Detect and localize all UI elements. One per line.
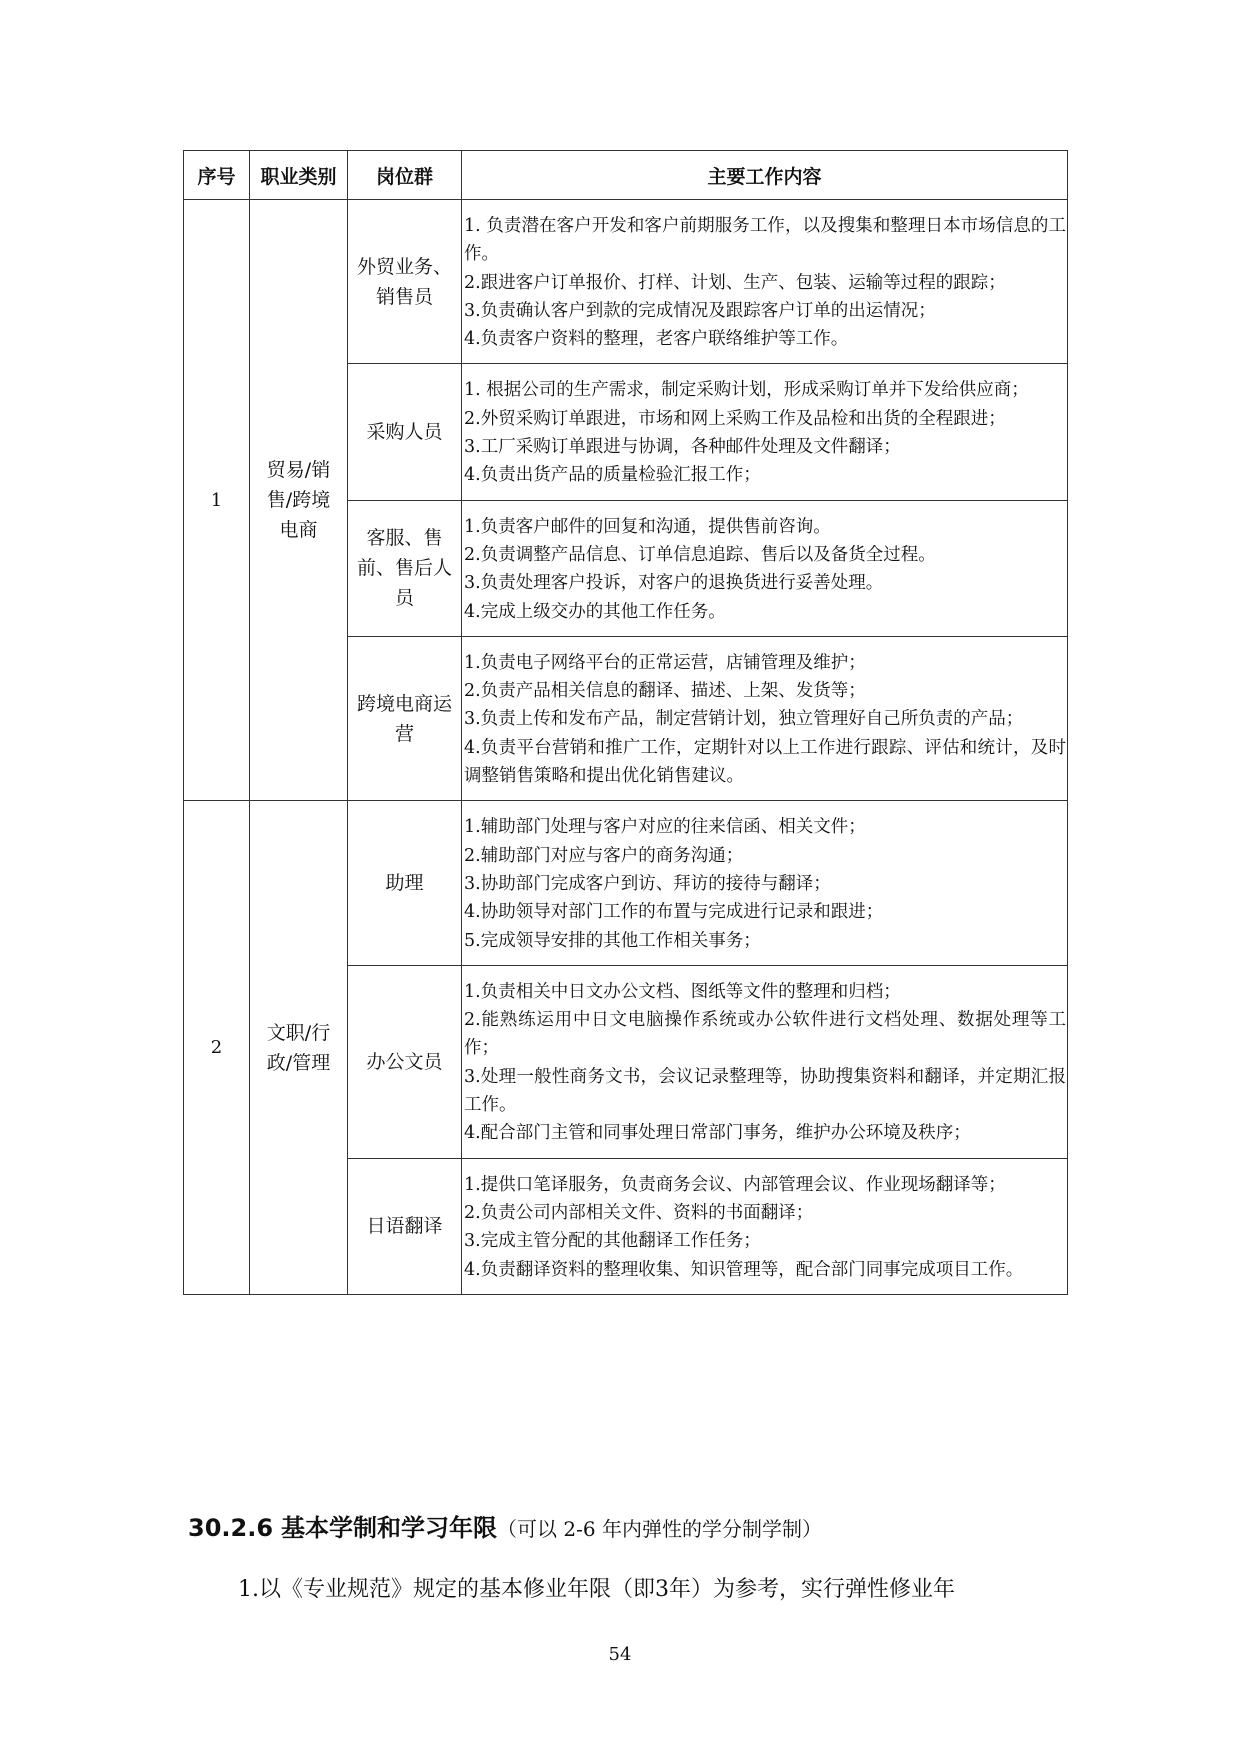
duty-item: 3.工厂采购订单跟进与协调，各种邮件处理及文件翻译； bbox=[464, 437, 901, 458]
duty-item: 4.完成上级交办的其他工作任务。 bbox=[464, 601, 726, 622]
row-position-group: 助理 bbox=[348, 801, 462, 965]
table-row bbox=[184, 801, 1068, 965]
body-paragraph: 1.以《专业规范》规定的基本修业年限（即3年）为参考，实行弹性修业年 bbox=[238, 1577, 955, 1602]
row-duties bbox=[462, 965, 1068, 1158]
duty-item: 2.负责公司内部相关文件、资料的书面翻译； bbox=[464, 1202, 814, 1223]
duty-item: 2.跟进客户订单报价、打样、计划、生产、包装、运输等过程的跟踪； bbox=[464, 272, 1006, 293]
section-title: 基本学制和学习年限 bbox=[281, 1514, 498, 1542]
table-row bbox=[184, 200, 1068, 364]
row-position-group: 办公文员 bbox=[348, 965, 462, 1158]
duty-item: 1. 负责潜在客户开发和客户前期服务工作，以及搜集和整理日本市场信息的工作。 bbox=[464, 216, 1066, 265]
row-category: 文职/行政/管理 bbox=[250, 801, 348, 1294]
row-position-group: 日语翻译 bbox=[348, 1158, 462, 1294]
duty-item: 2.负责产品相关信息的翻译、描述、上架、发货等； bbox=[464, 681, 866, 702]
row-position-group: 外贸业务、销售员 bbox=[348, 200, 462, 364]
row-duties bbox=[462, 364, 1068, 500]
duty-item: 1.负责电子网络平台的正常运营，店铺管理及维护； bbox=[464, 652, 866, 673]
row-position-group: 采购人员 bbox=[348, 364, 462, 500]
duty-item: 3.负责确认客户到款的完成情况及跟踪客户订单的出运情况； bbox=[464, 300, 936, 321]
duty-item: 4.负责客户资料的整理，老客户联络维护等工作。 bbox=[464, 329, 849, 350]
duty-item: 3.完成主管分配的其他翻译工作任务； bbox=[464, 1231, 761, 1252]
duty-item: 3.负责处理客户投诉，对客户的退换货进行妥善处理。 bbox=[464, 573, 884, 594]
page-number: 54 bbox=[608, 1644, 632, 1665]
duty-item: 4.配合部门主管和同事处理日常部门事务，维护办公环境及秩序； bbox=[464, 1123, 971, 1144]
duty-item: 1. 根据公司的生产需求，制定采购计划，形成采购订单并下发给供应商； bbox=[464, 380, 1029, 401]
row-category: 贸易/销售/跨境电商 bbox=[250, 200, 348, 801]
row-duties bbox=[462, 1158, 1068, 1294]
duty-item: 3.协助部门完成客户到访、拜访的接待与翻译； bbox=[464, 873, 831, 894]
section-number: 30.2.6 bbox=[188, 1514, 274, 1542]
row-seq: 1 bbox=[184, 200, 250, 801]
duty-item: 4.负责出货产品的质量检验汇报工作； bbox=[464, 465, 761, 486]
header-seq: 序号 bbox=[184, 151, 250, 200]
duty-item: 1.辅助部门处理与客户对应的往来信函、相关文件； bbox=[464, 817, 866, 838]
duty-item: 2.负责调整产品信息、订单信息追踪、售后以及备货全过程。 bbox=[464, 544, 936, 565]
row-duties bbox=[462, 200, 1068, 364]
duty-item: 4.协助领导对部门工作的布置与完成进行记录和跟进； bbox=[464, 902, 884, 923]
duty-item: 3.负责上传和发布产品，制定营销计划，独立管理好自己所负责的产品； bbox=[464, 709, 1024, 730]
row-position-group: 客服、售前、售后人员 bbox=[348, 500, 462, 636]
row-duties bbox=[462, 801, 1068, 965]
duty-item: 2.能熟练运用中日文电脑操作系统或办公软件进行文档处理、数据处理等工作； bbox=[464, 1010, 1066, 1059]
duty-item: 4.负责翻译资料的整理收集、知识管理等，配合部门同事完成项目工作。 bbox=[464, 1259, 1024, 1280]
duty-item: 5.完成领导安排的其他工作相关事务； bbox=[464, 930, 761, 951]
header-duties: 主要工作内容 bbox=[462, 151, 1068, 200]
row-duties bbox=[462, 636, 1068, 800]
section-note: （可以 2-6 年内弹性的学分制学制） bbox=[497, 1517, 822, 1541]
duty-item: 1.负责相关中日文办公文档、图纸等文件的整理和归档； bbox=[464, 981, 901, 1002]
table-body bbox=[184, 200, 1068, 1295]
duty-item: 2.辅助部门对应与客户的商务沟通； bbox=[464, 845, 744, 866]
table-header-row bbox=[184, 151, 1068, 200]
header-position-group: 岗位群 bbox=[348, 151, 462, 200]
job-positions-table bbox=[183, 150, 1068, 1295]
duty-item: 4.负责平台营销和推广工作，定期针对以上工作进行跟踪、评估和统计，及时调整销售策略和提出优化销售建议。 bbox=[464, 737, 1066, 787]
section-heading bbox=[188, 1508, 822, 1543]
duty-item: 2.外贸采购订单跟进，市场和网上采购工作及品检和出货的全程跟进； bbox=[464, 408, 1006, 429]
header-category: 职业类别 bbox=[250, 151, 348, 200]
row-seq: 2 bbox=[184, 801, 250, 1294]
duty-item: 3.处理一般性商务文书，会议记录整理等，协助搜集资料和翻译，并定期汇报工作。 bbox=[464, 1066, 1066, 1116]
row-duties bbox=[462, 500, 1068, 636]
duty-item: 1.负责客户邮件的回复和沟通，提供售前咨询。 bbox=[464, 516, 831, 537]
row-position-group: 跨境电商运营 bbox=[348, 636, 462, 800]
duty-item: 1.提供口笔译服务，负责商务会议、内部管理会议、作业现场翻译等； bbox=[464, 1174, 1006, 1195]
